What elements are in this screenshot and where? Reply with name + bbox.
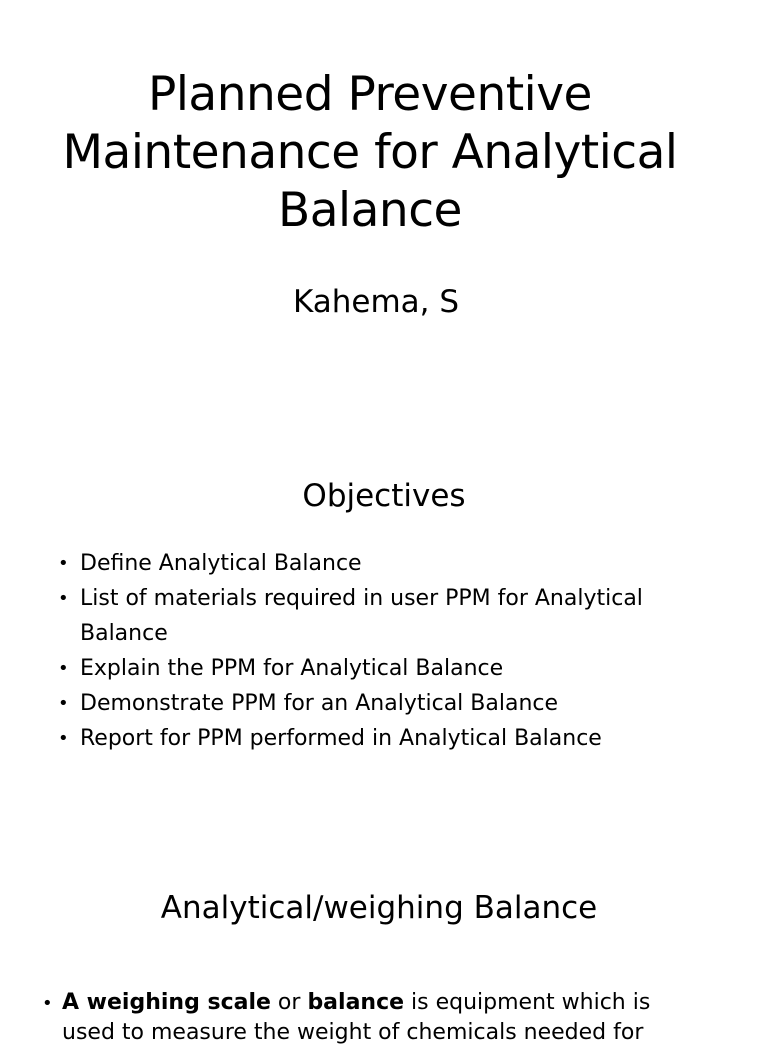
list-item-text: Explain the PPM for Analytical Balance (80, 656, 504, 681)
definition-paragraph (42, 986, 768, 1045)
bullet-icon: • (42, 993, 53, 1014)
bullet-icon: • (58, 658, 69, 679)
objectives-heading: Objectives (302, 478, 466, 514)
bullet-icon: • (58, 728, 69, 749)
list-item-text: List of materials required in user PPM for Analytical (80, 586, 643, 611)
list-item (56, 581, 736, 651)
list-item-text: Define Analytical Balance (80, 551, 362, 576)
title-line-3: Balance (278, 183, 462, 238)
definition-connector: or (270, 990, 308, 1015)
list-item-text: Report for PPM performed in Analytical Balance (80, 726, 602, 751)
balance-heading: Analytical/weighing Balance (160, 890, 598, 926)
list-item (56, 721, 736, 756)
author-name: Kahema, S (292, 284, 460, 320)
bullet-icon: • (58, 553, 69, 574)
definition-text: is equipment which is (404, 990, 651, 1015)
definition-text-continued: used to measure the weight of chemicals needed for (62, 1020, 644, 1045)
title-line-1: Planned Preventive (148, 67, 592, 122)
presentation-title (0, 66, 740, 240)
list-item-text-continued: Balance (80, 621, 168, 646)
definition-term-1: A weighing scale (62, 990, 271, 1015)
list-item (56, 651, 736, 686)
definition-term-2: balance (307, 990, 405, 1015)
list-item (56, 686, 736, 721)
list-item-text: Demonstrate PPM for an Analytical Balance (80, 691, 559, 716)
objectives-list (56, 546, 736, 756)
bullet-icon: • (58, 588, 69, 609)
list-item (56, 546, 736, 581)
bullet-icon: • (58, 693, 69, 714)
title-line-2: Maintenance for Analytical (62, 125, 678, 180)
